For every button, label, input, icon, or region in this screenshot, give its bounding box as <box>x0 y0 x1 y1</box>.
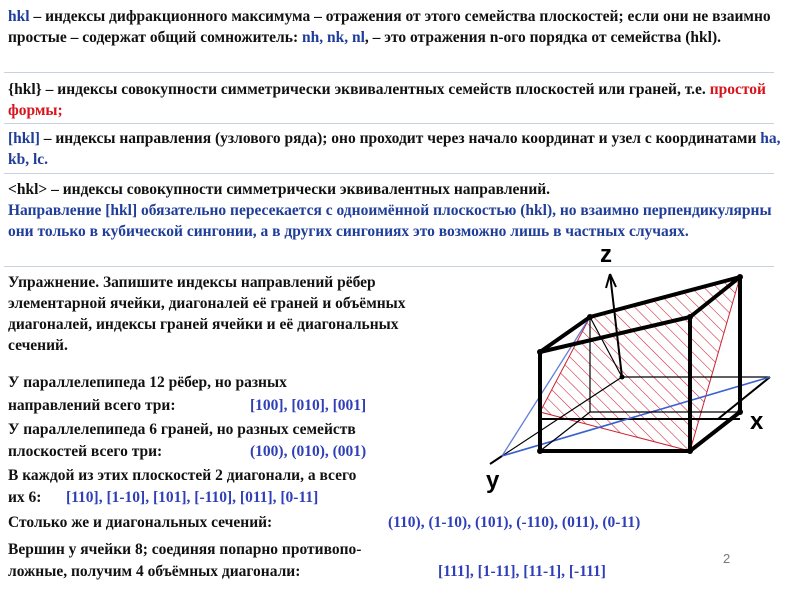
braces-text: {hkl} – индексы совокупности симметрически эквивалентных семейств плоскостей или граней, т.е. <box>8 81 710 98</box>
axis-label-x: x <box>750 408 764 435</box>
separator <box>4 173 774 174</box>
diagonal-sections: (110), (1-10), (101), (-110), (011), (0-11) <box>388 514 641 531</box>
brackets-label: [hkl] <box>8 130 40 147</box>
diagonals-line-2: их 6: <box>8 489 42 506</box>
sections-line: Столько же и диагональных сечений: <box>8 514 273 531</box>
axis-label-y: y <box>486 467 500 494</box>
exercise-text: Упражнение. Запишите индексы направлений рёбер элементарной ячейки, диагоналей её граней и объёмных диагоналей, индексы граней ячейки и её диагональных сечений. <box>8 274 406 354</box>
vertex <box>687 314 693 320</box>
angle-text: <hkl> – индексы совокупности симметрически эквивалентных направлений. <box>8 181 551 198</box>
body-diagonals: [111], [1-11], [11-1], [-111] <box>438 563 606 580</box>
hkl-text: – индексы дифракционного максимума – отражения от этого семейства плоскостей; если они не взаимно простые – содержат общий сомножитель: <box>8 8 771 46</box>
vertex <box>737 274 743 280</box>
y-axis <box>490 456 502 464</box>
hkl-text-end: , – это отражения n-ого порядка от семейства (hkl). <box>364 29 722 46</box>
edges-line-1: У параллелепипеда 12 рёбер, но разных <box>8 374 287 391</box>
paragraph-braces <box>8 79 788 121</box>
brackets-text: – индексы направления (узлового ряда); оно проходит через начало координат и узел с координатами <box>39 130 761 147</box>
direction-plane-note: Направление [hkl] обязательно пересекается с одноимённой плоскостью (hkl), но взаимно перпендикулярны они только в кубической сингонии, а в других сингониях это возможно лишь в частных случаях. <box>8 202 772 240</box>
vertex <box>737 409 743 415</box>
vertices-line-2: ложные, получим 4 объёмных диагонали: <box>8 563 301 580</box>
node-coordinates: ha, kb, lc. <box>8 130 781 168</box>
faces-line-2: плоскостей всего три: <box>8 443 163 460</box>
axis-label-z: z <box>600 241 612 268</box>
origin-point <box>620 375 625 380</box>
paragraph-hkl <box>8 6 788 48</box>
parallelepiped-diagram <box>470 232 800 502</box>
face-families: (100), (010), (001) <box>250 443 367 460</box>
separator <box>4 123 774 124</box>
faces-line-1: У параллелепипеда 6 граней, но разных семейств <box>8 421 356 438</box>
vertex <box>537 448 543 454</box>
hkl-multiples: nh, nk, nl <box>301 29 365 46</box>
paragraph-brackets <box>8 128 793 170</box>
separator <box>4 72 774 73</box>
vertex <box>687 448 693 454</box>
vertex <box>587 314 593 320</box>
vertex <box>537 349 543 355</box>
face-diagonals: [110], [1-10], [101], [-110], [011], [0-11] <box>66 489 319 506</box>
z-axis-arrow <box>606 274 610 288</box>
page-number: 2 <box>723 551 731 566</box>
simple-form-text: простой формы; <box>8 81 766 119</box>
hkl-label: hkl <box>8 8 30 25</box>
vertices-line-1: Вершин у ячейки 8; соединяя попарно противопо- <box>8 541 362 558</box>
edges-line-2: направлений всего три: <box>8 397 176 414</box>
diagonals-line-1: В каждой из этих плоскостей 2 диагонали, а всего <box>8 467 357 484</box>
edge-directions: [100], [010], [001] <box>250 397 367 414</box>
